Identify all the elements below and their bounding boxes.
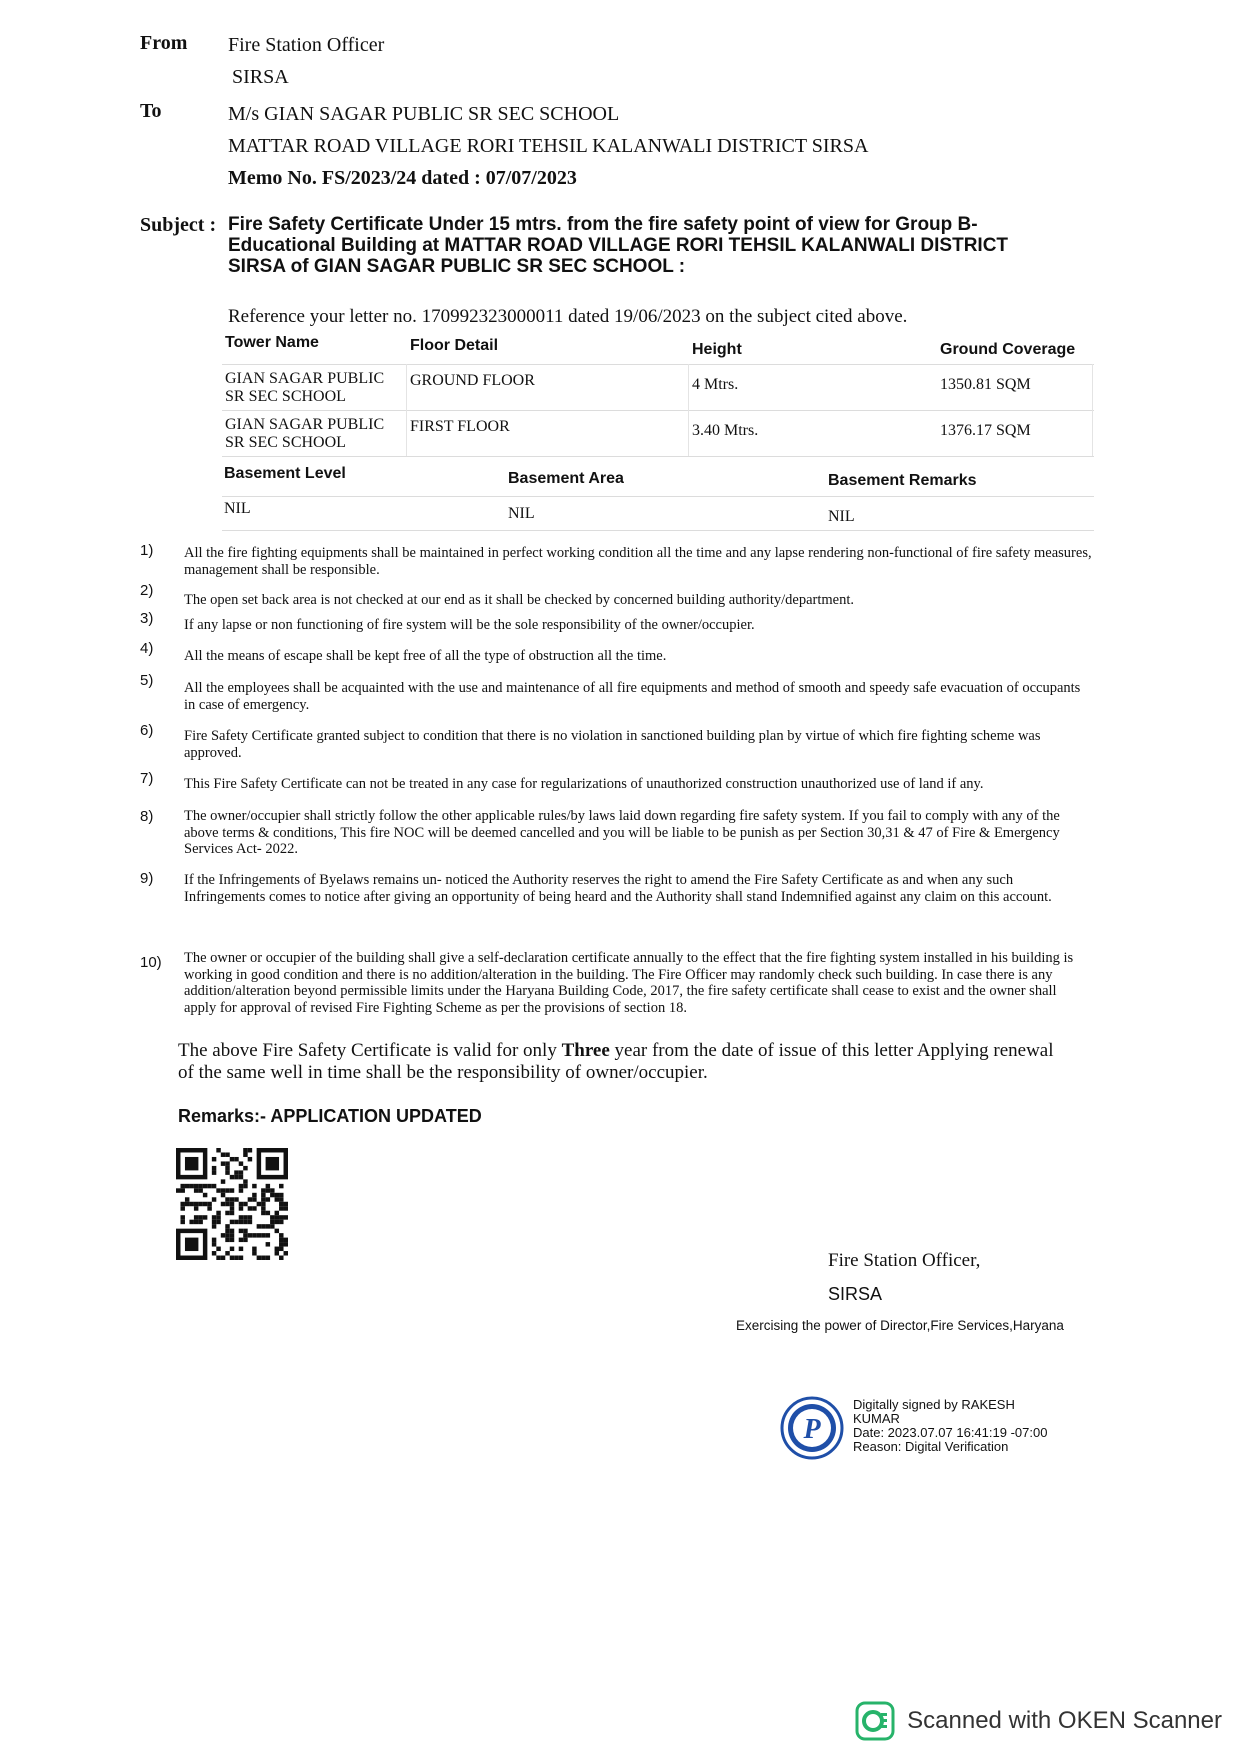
condition-number: 5) <box>140 672 154 689</box>
condition-number: 6) <box>140 722 154 739</box>
table-cell: NIL <box>224 500 251 517</box>
table-cell: GIAN SAGAR PUBLIC SR SEC SCHOOL <box>225 370 385 405</box>
table-cell: GROUND FLOOR <box>410 372 535 389</box>
th-ground-coverage: Ground Coverage <box>940 341 1076 358</box>
signatory-power: Exercising the power of Director,Fire Services,Haryana <box>736 1318 1064 1333</box>
to-line-1: M/s GIAN SAGAR PUBLIC SR SEC SCHOOL <box>228 103 620 125</box>
scanner-watermark-text: Scanned with OKEN Scanner <box>907 1707 1222 1734</box>
subject-label: Subject : <box>140 214 217 236</box>
validity-text-after: year from the date of issue of this letter Applying renewal of the same well in time shall be the responsibility of owner/occupier. <box>178 1040 1054 1083</box>
to-line-2: MATTAR ROAD VILLAGE RORI TEHSIL KALANWALI DISTRICT SIRSA <box>228 135 869 157</box>
th-floor-detail: Floor Detail <box>410 337 499 354</box>
condition-number: 10) <box>140 954 162 971</box>
table-cell: NIL <box>508 505 535 522</box>
condition-number: 8) <box>140 808 154 825</box>
condition-text: If the Infringements of Byelaws remains un- noticed the Authority reserves the right to amend the Fire Safety Certificate as and when any such Infringements comes to notice after giving an opportunity of being heard and the Authority shall stand Indemnified against any claim on this account. <box>184 872 1052 905</box>
to-label: To <box>140 100 162 122</box>
from-line-2: SIRSA <box>232 66 289 88</box>
validity-text-before: The above Fire Safety Certificate is valid for only <box>178 1040 562 1061</box>
dsig-line-4: Reason: Digital Verification <box>853 1439 1009 1454</box>
from-line-1: Fire Station Officer <box>228 34 385 56</box>
condition-text: This Fire Safety Certificate can not be treated in any case for regularizations of unauthorized construction unauthorized use of land if any. <box>184 776 984 792</box>
dsig-line-1: Digitally signed by RAKESH <box>853 1397 1015 1412</box>
th-basement-area: Basement Area <box>508 470 624 487</box>
scanner-watermark <box>855 1701 1222 1741</box>
condition-text: All the fire fighting equipments shall be maintained in perfect working condition all the time and any lapse rendering non-functional of fire safety measures, management shall be responsible. <box>184 545 1092 578</box>
table-cell: 1376.17 SQM <box>940 422 1031 439</box>
table-cell: NIL <box>828 508 855 525</box>
memo-number: Memo No. FS/2023/24 dated : 07/07/2023 <box>228 167 577 189</box>
reference-line: Reference your letter no. 170992323000011 dated 19/06/2023 on the subject cited above. <box>228 306 908 327</box>
th-height: Height <box>692 341 742 358</box>
table-cell: 3.40 Mtrs. <box>692 422 759 439</box>
table-cell: GIAN SAGAR PUBLIC SR SEC SCHOOL <box>225 416 385 451</box>
from-label: From <box>140 32 188 54</box>
dsig-line-3: Date: 2023.07.07 16:41:19 -07:00 <box>853 1425 1048 1440</box>
th-basement-level: Basement Level <box>224 465 346 482</box>
condition-text: The owner/occupier shall strictly follow the other applicable rules/by laws laid down regarding fire safety system. If you fail to comply with any of the above terms & conditions, This fire NOC will be deemed cancelled and you will be liable to be punish as per Section 30,31 & 47 of Fire & Emergency Services Act- 2022. <box>184 808 1060 857</box>
validity-statement <box>178 1040 1058 1084</box>
condition-text: All the employees shall be acquainted with the use and maintenance of all fire equipments and method of smooth and speedy safe evacuation of occupants in case of emergency. <box>184 680 1081 713</box>
dsig-line-2: KUMAR <box>853 1411 900 1426</box>
condition-number: 1) <box>140 542 154 559</box>
subject-text: Fire Safety Certificate Under 15 mtrs. from the fire safety point of view for Group B-Educational Building at MATTAR ROAD VILLAGE RORI TEHSIL KALANWALI DISTRICT SIRSA of GIAN SAGAR PUBLIC SR SEC SCHOOL : <box>228 214 1009 277</box>
digital-signature-text <box>853 1398 1047 1454</box>
table-cell: FIRST FLOOR <box>410 418 510 435</box>
condition-number: 7) <box>140 770 154 787</box>
condition-number: 4) <box>140 640 154 657</box>
th-tower-name: Tower Name <box>225 334 319 351</box>
qr-code <box>176 1148 288 1260</box>
scanner-logo-icon <box>855 1701 895 1741</box>
table-cell: 4 Mtrs. <box>692 376 739 393</box>
condition-text: The open set back area is not checked at our end as it shall be checked by concerned building authority/department. <box>184 592 854 608</box>
remarks: Remarks:- APPLICATION UPDATED <box>178 1106 482 1126</box>
condition-text: Fire Safety Certificate granted subject to condition that there is no violation in sanctioned building plan by virtue of which fire fighting scheme was approved. <box>184 728 1041 761</box>
condition-text: If any lapse or non functioning of fire system will be the sole responsibility of the owner/occupier. <box>184 617 755 633</box>
signatory-title: Fire Station Officer, <box>828 1250 981 1271</box>
condition-text: All the means of escape shall be kept free of all the type of obstruction all the time. <box>184 648 667 664</box>
validity-years: Three <box>561 1040 610 1061</box>
seal-letter: P <box>803 1414 821 1445</box>
condition-text: The owner or occupier of the building shall give a self-declaration certificate annually to the effect that the fire fighting system installed in his building is working in good condition and there is no addition/alteration in the building. The Fire Officer may randomly check such building. In case there is any addition/alteration beyond permissible limits under the Haryana Building Code, 2017, the fire safety certificate shall cease to exist and the owner shall apply for approval of revised Fire Fighting Scheme as per the provisions of section 18. <box>184 950 1074 1016</box>
th-basement-remarks: Basement Remarks <box>828 472 977 489</box>
condition-number: 9) <box>140 870 154 887</box>
condition-number: 2) <box>140 582 154 599</box>
signatory-city: SIRSA <box>828 1284 883 1304</box>
digital-signature-seal-icon <box>780 1396 844 1460</box>
table-cell: 1350.81 SQM <box>940 376 1031 393</box>
condition-number: 3) <box>140 610 154 627</box>
